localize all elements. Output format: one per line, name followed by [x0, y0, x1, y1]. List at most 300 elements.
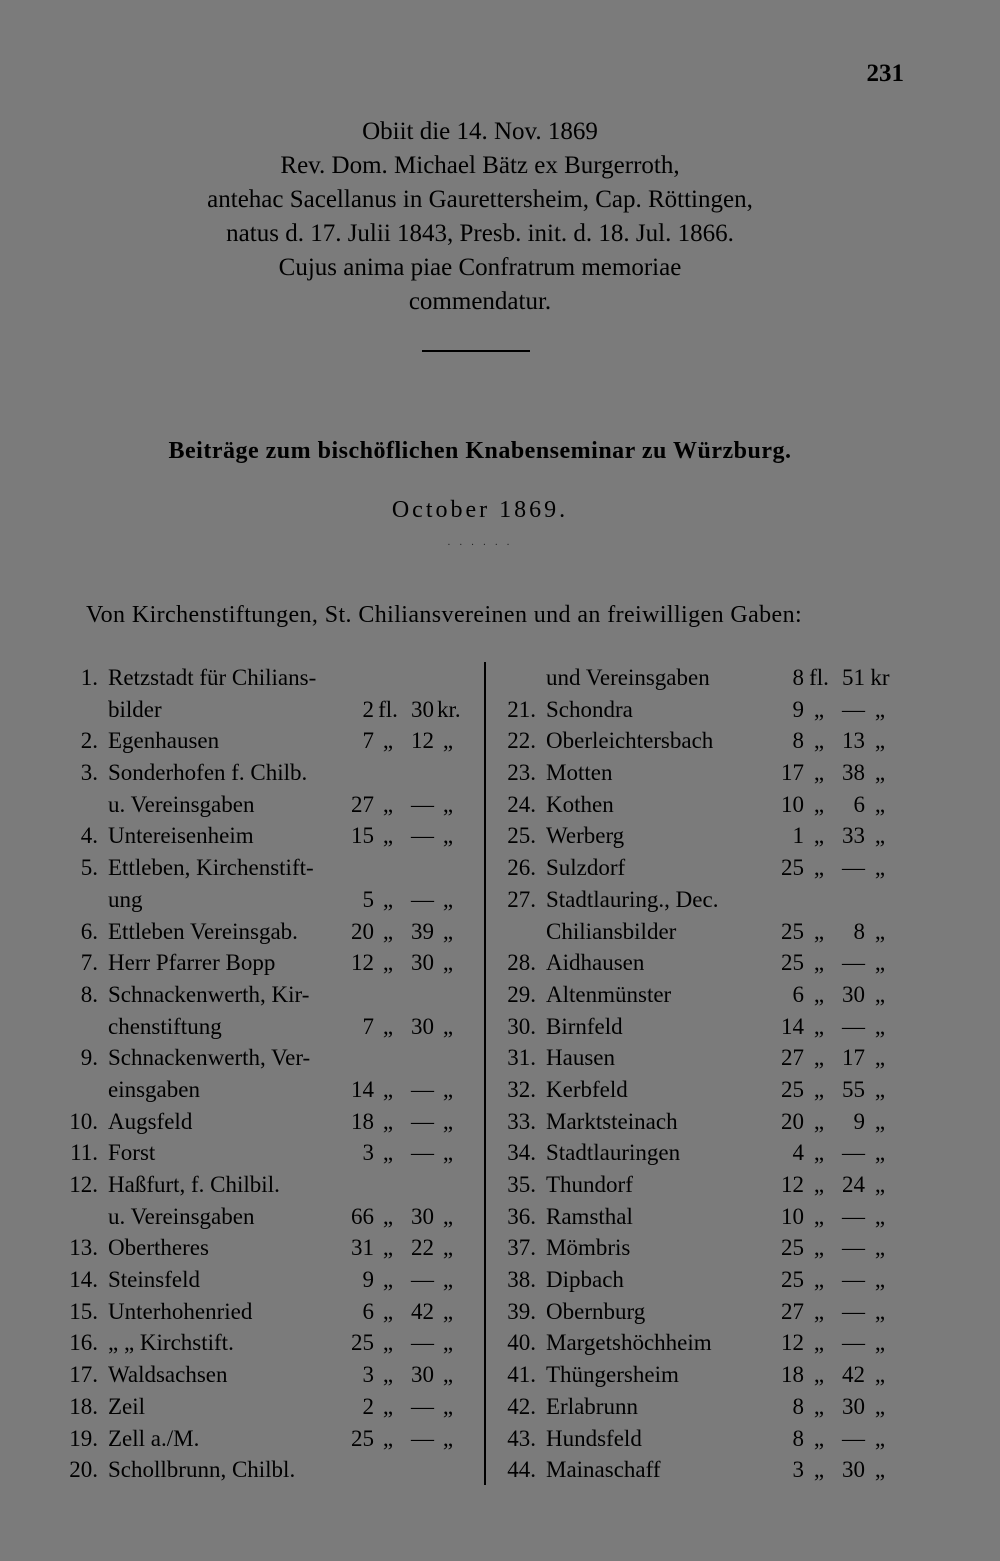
gulden-amount: 8	[792, 728, 804, 754]
kreuzer-unit: „	[874, 1298, 886, 1324]
gulden-amount: 18	[781, 1362, 804, 1388]
gulden-unit: „	[813, 1140, 825, 1166]
parish-name: Erlabrunn	[546, 1393, 638, 1419]
kreuzer-amount: —	[842, 1140, 865, 1166]
donation-row	[62, 1137, 470, 1169]
entry-number: 36.	[507, 1203, 536, 1229]
gulden-amount: 25	[781, 1267, 804, 1293]
kreuzer-amount: 8	[853, 918, 865, 944]
kreuzer-unit: „	[874, 1045, 886, 1071]
gulden-unit: „	[382, 728, 394, 754]
obituary-line: Rev. Dom. Michael Bätz ex Burgerroth,	[280, 152, 680, 179]
donation-row	[500, 1201, 900, 1233]
gulden-unit: fl.	[378, 696, 398, 722]
gulden-amount: 3	[792, 1457, 804, 1483]
parish-name: Augsfeld	[108, 1108, 193, 1134]
parish-name: Stadtlauring., Dec.	[546, 886, 719, 912]
parish-name: Waldsachsen	[108, 1362, 228, 1388]
entry-number: 7.	[80, 950, 98, 976]
entry-number: 42.	[507, 1393, 536, 1419]
gulden-unit: „	[382, 886, 394, 912]
gulden-amount: 6	[792, 981, 804, 1007]
entry-number: 6.	[80, 918, 98, 944]
gulden-amount: 8	[792, 1425, 804, 1451]
kreuzer-amount: 12	[411, 728, 434, 754]
gulden-unit: „	[813, 1362, 825, 1388]
entry-number: 22.	[507, 728, 536, 754]
entry-number: 15.	[69, 1298, 98, 1324]
gulden-amount: 18	[351, 1108, 374, 1134]
parish-name: Zeil	[108, 1393, 146, 1419]
parish-name: Ramsthal	[546, 1203, 633, 1229]
gulden-unit: fl.	[809, 665, 829, 690]
gulden-unit: „	[382, 918, 394, 944]
donation-row	[500, 1011, 900, 1043]
donation-row	[62, 1391, 470, 1423]
donation-row	[500, 852, 900, 884]
section-divider-rule	[422, 350, 530, 352]
entry-number: 11.	[70, 1140, 98, 1166]
entry-number: 18.	[69, 1393, 98, 1419]
right-donation-column	[500, 662, 900, 1486]
donation-row	[62, 1296, 470, 1328]
kreuzer-amount: 30	[842, 1393, 865, 1419]
donation-row	[500, 947, 900, 979]
gulden-unit: „	[382, 1140, 394, 1166]
gulden-amount: 66	[351, 1203, 374, 1229]
gulden-amount: 25	[781, 855, 804, 881]
obituary-line: commendatur.	[408, 288, 552, 315]
gulden-amount: 10	[781, 791, 804, 817]
left-donation-column	[62, 662, 470, 1486]
obituary-line: Cujus anima piae Confratrum memoriae	[278, 254, 682, 281]
donation-row	[62, 884, 470, 916]
parish-name: u. Vereinsgaben	[108, 791, 255, 817]
kreuzer-unit: „	[442, 1393, 454, 1419]
donation-row	[500, 789, 900, 821]
gulden-unit: „	[813, 855, 825, 881]
parish-name: Haßfurt, f. Chilbil.	[108, 1172, 280, 1197]
kreuzer-amount: 30	[411, 950, 434, 976]
parish-name: Schnackenwerth, Ver-	[108, 1045, 311, 1071]
gulden-amount: 6	[362, 1298, 374, 1324]
gulden-unit: „	[382, 1425, 394, 1451]
gulden-unit: „	[813, 1425, 825, 1451]
kreuzer-unit: „	[874, 1076, 886, 1102]
kreuzer-unit: kr	[870, 665, 890, 690]
gulden-amount: 31	[351, 1235, 374, 1261]
parish-name: „ „ Kirchstift.	[108, 1330, 234, 1356]
parish-name: Kothen	[546, 791, 614, 817]
donation-row	[500, 1169, 900, 1201]
page-number: 231	[866, 60, 904, 87]
kreuzer-unit: „	[874, 1267, 886, 1293]
kreuzer-amount: —	[842, 855, 865, 881]
entry-number: 35.	[507, 1172, 536, 1197]
entry-number: 3.	[80, 760, 98, 786]
gulden-amount: 25	[351, 1330, 374, 1356]
kreuzer-unit: „	[874, 760, 886, 786]
entry-number: 14.	[69, 1267, 98, 1293]
gulden-unit: „	[813, 1203, 825, 1229]
donation-row	[62, 1232, 470, 1264]
gulden-amount: 7	[362, 1013, 374, 1039]
gulden-unit: „	[382, 823, 394, 849]
parish-name: einsgaben	[108, 1076, 200, 1102]
gulden-unit: „	[382, 1235, 394, 1261]
obituary-notice	[0, 115, 960, 319]
entry-number: 38.	[507, 1267, 536, 1293]
entry-number: 27.	[507, 886, 536, 912]
gulden-amount: 17	[781, 760, 804, 786]
gulden-unit: „	[382, 1298, 394, 1324]
gulden-amount: 27	[781, 1045, 804, 1071]
kreuzer-unit: „	[874, 981, 886, 1007]
donation-row	[500, 1042, 900, 1074]
entry-number: 39.	[507, 1298, 536, 1324]
section-heading: Beiträge zum bischöflichen Knabenseminar zu Würzburg.	[168, 438, 792, 464]
gulden-amount: 12	[781, 1172, 804, 1197]
parish-name: Oberleichtersbach	[546, 728, 714, 754]
gulden-unit: „	[382, 1013, 394, 1039]
kreuzer-amount: 39	[411, 918, 434, 944]
gulden-unit: „	[813, 1076, 825, 1102]
gulden-unit: „	[813, 1045, 825, 1071]
kreuzer-unit: „	[442, 1298, 454, 1324]
gulden-amount: 2	[362, 696, 374, 722]
parish-name: Schollbrunn, Chilbl.	[108, 1457, 296, 1483]
donation-row	[500, 1296, 900, 1328]
donation-row	[62, 1423, 470, 1455]
entry-number: 28.	[507, 950, 536, 976]
gulden-amount: 20	[351, 918, 374, 944]
donation-row	[500, 757, 900, 789]
parish-name: Motten	[546, 760, 613, 786]
kreuzer-amount: —	[411, 1267, 434, 1293]
gulden-unit: „	[813, 1172, 825, 1197]
gulden-amount: 25	[781, 1076, 804, 1102]
gulden-unit: „	[813, 1298, 825, 1324]
gulden-unit: „	[382, 1108, 394, 1134]
parish-name: Thundorf	[546, 1172, 633, 1197]
gulden-unit: „	[382, 1076, 394, 1102]
donation-row	[62, 1074, 470, 1106]
kreuzer-amount: —	[411, 1108, 434, 1134]
gulden-unit: „	[813, 1457, 825, 1483]
parish-name: Hundsfeld	[546, 1425, 642, 1451]
kreuzer-amount: 42	[411, 1298, 434, 1324]
kreuzer-amount: 30	[842, 1457, 865, 1483]
parish-name: Stadtlauringen	[546, 1140, 681, 1166]
donation-row	[500, 884, 900, 916]
gulden-unit: „	[813, 1267, 825, 1293]
gulden-amount: 25	[781, 950, 804, 976]
gulden-amount: 9	[362, 1267, 374, 1293]
gulden-unit: „	[382, 1362, 394, 1388]
gulden-unit: „	[813, 1393, 825, 1419]
entry-number: 5.	[80, 855, 98, 881]
entry-number: 44.	[507, 1457, 536, 1483]
parish-name: Obertheres	[108, 1235, 209, 1261]
donation-row	[62, 1201, 470, 1233]
kreuzer-unit: „	[442, 1267, 454, 1293]
gulden-unit: „	[382, 950, 394, 976]
donation-row	[62, 1454, 470, 1486]
parish-name: chenstiftung	[108, 1013, 222, 1039]
gulden-amount: 7	[362, 728, 374, 754]
donation-row	[500, 820, 900, 852]
entry-number: 10.	[69, 1108, 98, 1134]
kreuzer-amount: —	[842, 1330, 865, 1356]
entry-number: 16.	[69, 1330, 98, 1356]
donation-row	[62, 1169, 470, 1201]
kreuzer-unit: „	[442, 1330, 454, 1356]
kreuzer-amount: 30	[411, 1203, 434, 1229]
obituary-line: natus d. 17. Julii 1843, Presb. init. d. 18. Jul. 1866.	[226, 220, 734, 247]
gulden-unit: „	[382, 791, 394, 817]
entry-number: 41.	[507, 1362, 536, 1388]
kreuzer-amount: 33	[842, 823, 865, 849]
kreuzer-unit: „	[874, 1235, 886, 1261]
parish-name: Schondra	[546, 696, 633, 722]
gulden-amount: 27	[781, 1298, 804, 1324]
donation-row	[500, 1232, 900, 1264]
kreuzer-unit: „	[442, 918, 454, 944]
kreuzer-unit: „	[442, 823, 454, 849]
kreuzer-amount: —	[842, 950, 865, 976]
parish-name: Altenmünster	[546, 981, 672, 1007]
parish-name: u. Vereinsgaben	[108, 1203, 255, 1229]
entry-number: 26.	[507, 855, 536, 881]
kreuzer-amount: 17	[842, 1045, 865, 1071]
gulden-amount: 12	[351, 950, 374, 976]
parish-name: Aidhausen	[546, 950, 645, 976]
gulden-unit: „	[382, 1393, 394, 1419]
kreuzer-amount: —	[842, 1013, 865, 1039]
gulden-amount: 15	[351, 823, 374, 849]
gulden-amount: 4	[792, 1140, 804, 1166]
gulden-unit: „	[813, 760, 825, 786]
kreuzer-unit: „	[442, 1076, 454, 1102]
entry-number: 17.	[69, 1362, 98, 1388]
parish-name: Egenhausen	[108, 728, 220, 754]
gulden-amount: 12	[781, 1330, 804, 1356]
donation-row	[500, 1454, 900, 1486]
gulden-amount: 10	[781, 1203, 804, 1229]
gulden-amount: 5	[362, 886, 374, 912]
kreuzer-amount: 55	[842, 1076, 865, 1102]
donation-row	[62, 1106, 470, 1138]
entry-number: 24.	[507, 791, 536, 817]
kreuzer-unit: „	[442, 1235, 454, 1261]
gulden-amount: 25	[781, 918, 804, 944]
gulden-amount: 14	[351, 1076, 374, 1102]
entry-number: 20.	[69, 1457, 98, 1483]
kreuzer-unit: „	[874, 1362, 886, 1388]
kreuzer-unit: „	[442, 791, 454, 817]
entry-number: 9.	[80, 1045, 98, 1071]
kreuzer-amount: —	[842, 1298, 865, 1324]
gulden-amount: 20	[781, 1108, 804, 1134]
entry-number: 33.	[507, 1108, 536, 1134]
kreuzer-unit: „	[874, 1108, 886, 1134]
kreuzer-unit: „	[442, 950, 454, 976]
kreuzer-amount: —	[842, 1203, 865, 1229]
parish-name: Margetshöchheim	[546, 1330, 712, 1356]
kreuzer-unit: „	[874, 1203, 886, 1229]
gulden-unit: „	[813, 1108, 825, 1134]
kreuzer-unit: „	[874, 950, 886, 976]
gulden-unit: „	[813, 918, 825, 944]
parish-name: bilder	[108, 696, 162, 722]
parish-name: Sulzdorf	[546, 855, 626, 881]
kreuzer-amount: 13	[842, 728, 865, 754]
kreuzer-amount: —	[411, 1425, 434, 1451]
gulden-unit: „	[382, 1330, 394, 1356]
donation-row	[62, 852, 470, 884]
kreuzer-unit: „	[874, 1393, 886, 1419]
entry-number: 12.	[69, 1172, 98, 1197]
gulden-amount: 2	[362, 1393, 374, 1419]
gulden-unit: „	[813, 1013, 825, 1039]
gulden-amount: 1	[792, 823, 804, 849]
parish-name: Marktsteinach	[546, 1108, 678, 1134]
donation-row	[62, 820, 470, 852]
entry-number: 21.	[507, 696, 536, 722]
entry-number: 37.	[507, 1235, 536, 1261]
kreuzer-unit: „	[442, 1013, 454, 1039]
gulden-amount: 25	[351, 1425, 374, 1451]
kreuzer-amount: —	[411, 1393, 434, 1419]
obituary-line: antehac Sacellanus in Gaurettersheim, Cap. Röttingen,	[207, 186, 753, 213]
entry-number: 40.	[507, 1330, 536, 1356]
kreuzer-unit: „	[442, 1203, 454, 1229]
entry-number: 13.	[69, 1235, 98, 1261]
donation-row	[62, 789, 470, 821]
donation-row	[500, 1391, 900, 1423]
donation-row	[62, 1042, 470, 1074]
kreuzer-unit: „	[874, 1330, 886, 1356]
parish-name: Ettleben Vereinsgab.	[108, 918, 298, 944]
donation-row	[500, 1423, 900, 1455]
donation-row	[62, 757, 470, 789]
kreuzer-amount: —	[842, 1425, 865, 1451]
parish-name: Retzstadt für Chilians-	[108, 665, 317, 690]
parish-name: Sonderhofen f. Chilb.	[108, 760, 308, 786]
kreuzer-amount: —	[842, 1235, 865, 1261]
kreuzer-unit: „	[874, 823, 886, 849]
kreuzer-unit: „	[874, 1013, 886, 1039]
gulden-unit: „	[382, 1267, 394, 1293]
parish-name: Hausen	[546, 1045, 615, 1071]
kreuzer-unit: „	[442, 728, 454, 754]
entry-number: 23.	[507, 760, 536, 786]
parish-name: Thüngersheim	[546, 1362, 679, 1388]
parish-name: Herr Pfarrer Bopp	[108, 950, 276, 976]
kreuzer-amount: —	[411, 1076, 434, 1102]
entry-number: 34.	[507, 1140, 536, 1166]
kreuzer-amount: 9	[853, 1108, 865, 1134]
gulden-unit: „	[813, 823, 825, 849]
kreuzer-unit: kr.	[437, 696, 461, 722]
parish-name: Ettleben, Kirchenstift-	[108, 855, 314, 881]
donation-row	[62, 725, 470, 757]
donation-row	[500, 1137, 900, 1169]
donation-row	[62, 1011, 470, 1043]
kreuzer-amount: 22	[411, 1235, 434, 1261]
kreuzer-unit: „	[442, 1362, 454, 1388]
donation-row	[500, 916, 900, 948]
donation-row	[62, 1359, 470, 1391]
kreuzer-unit: „	[874, 728, 886, 754]
entry-number: 25.	[507, 823, 536, 849]
kreuzer-unit: „	[874, 1425, 886, 1451]
kreuzer-amount: 51	[842, 665, 865, 690]
kreuzer-amount: —	[411, 1140, 434, 1166]
entry-number: 31.	[507, 1045, 536, 1071]
kreuzer-amount: 6	[853, 791, 865, 817]
parish-name: Chiliansbilder	[546, 918, 677, 944]
gulden-unit: „	[813, 791, 825, 817]
parish-name: Zell a./M.	[108, 1425, 200, 1451]
parish-name: ung	[108, 886, 143, 912]
parish-name: Kerbfeld	[546, 1076, 628, 1102]
gulden-unit: „	[813, 696, 825, 722]
parish-name: Werberg	[546, 823, 625, 849]
gulden-unit: „	[813, 1330, 825, 1356]
donation-row	[62, 947, 470, 979]
entry-number: 29.	[507, 981, 536, 1007]
parish-name: Dipbach	[546, 1267, 624, 1293]
parish-name: Mömbris	[546, 1235, 631, 1261]
donation-row	[62, 916, 470, 948]
entry-number: 4.	[80, 823, 98, 849]
parish-name: Obernburg	[546, 1298, 646, 1324]
kreuzer-amount: —	[842, 696, 865, 722]
kreuzer-unit: „	[874, 791, 886, 817]
ornament-dots: · · · · · ·	[447, 540, 513, 551]
entry-number: 2.	[80, 728, 98, 754]
obituary-line: Obiit die 14. Nov. 1869	[362, 118, 598, 145]
donation-row	[62, 662, 470, 694]
gulden-unit: „	[813, 981, 825, 1007]
entry-number: 43.	[507, 1425, 536, 1451]
parish-name: und Vereinsgaben	[546, 665, 710, 690]
parish-name: Unterhohenried	[108, 1298, 253, 1324]
kreuzer-amount: 24	[842, 1172, 865, 1197]
kreuzer-amount: —	[411, 791, 434, 817]
gulden-unit: „	[813, 1235, 825, 1261]
parish-name: Forst	[108, 1140, 156, 1166]
donation-row	[500, 1359, 900, 1391]
donation-row	[62, 694, 470, 726]
kreuzer-amount: 38	[842, 760, 865, 786]
gulden-amount: 14	[781, 1013, 804, 1039]
donation-row	[500, 1264, 900, 1296]
intro-line: Von Kirchenstiftungen, St. Chiliansvereinen und an freiwilligen Gaben:	[86, 602, 803, 628]
kreuzer-unit: „	[874, 1457, 886, 1483]
gulden-amount: 25	[781, 1235, 804, 1261]
parish-name: Birnfeld	[546, 1013, 623, 1039]
kreuzer-amount: 42	[842, 1362, 865, 1388]
kreuzer-amount: 30	[411, 696, 434, 722]
kreuzer-unit: „	[874, 855, 886, 881]
donation-row	[62, 1327, 470, 1359]
month-heading: October 1869.	[391, 497, 569, 523]
gulden-amount: 9	[792, 696, 804, 722]
kreuzer-unit: „	[442, 1108, 454, 1134]
donation-row	[62, 979, 470, 1011]
